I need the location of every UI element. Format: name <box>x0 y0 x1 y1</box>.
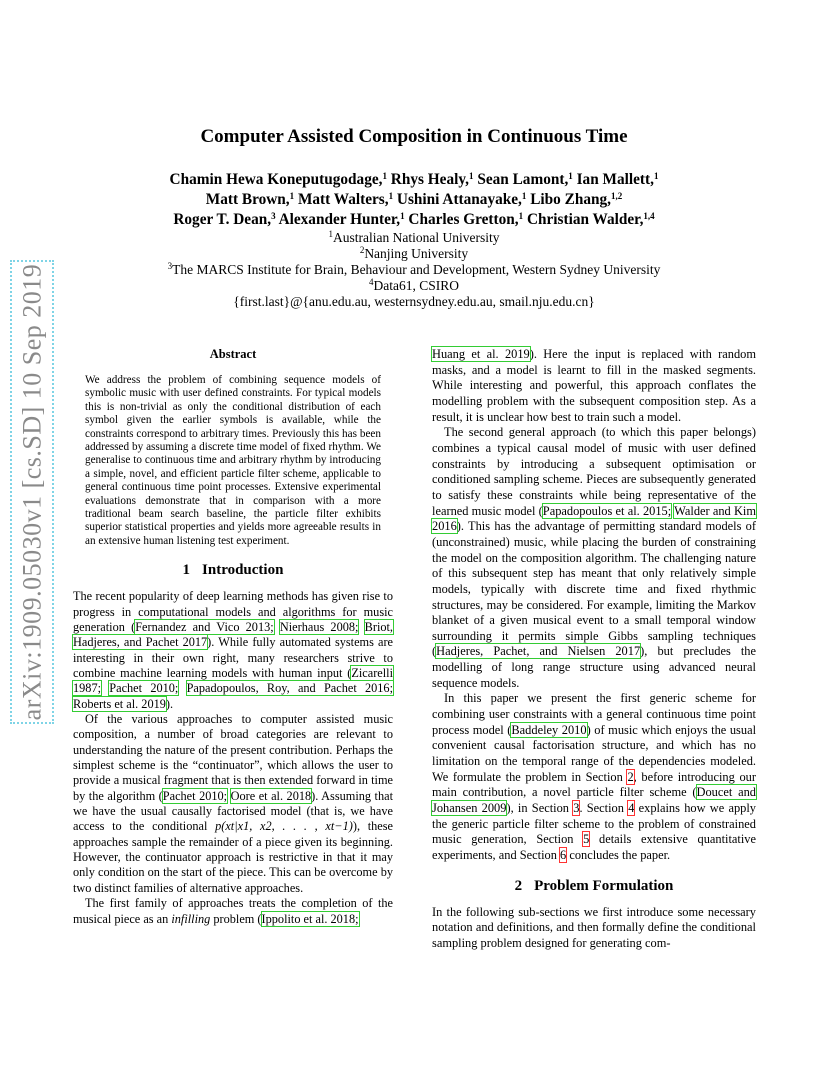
affiliations <box>110 230 718 310</box>
intro-paragraph-2: Of the various approaches to computer assisted music composition, a number of broad categories are relevant to understanding the nature of the present contribution. Perhaps the simplest scheme is the “continuator”, which allows the user to provide a musical fragment that is then extended forward in time by the algorithm (Pachet 2010; Oore et al. 2018). Assuming that we have the usual causally factorised model (that is, we have access to the conditional p(xt|x1, x2, . . . , xt−1)), these approaches sample the remainder of a piece given its beginning. However, the continuator approach is restrictive in that it may only condition on the start of the piece. This can be overcome by two distinct families of alternative approaches. <box>73 712 393 895</box>
citation-link[interactable]: Hadjeres, Pachet, and Nielsen 2017 <box>436 644 641 659</box>
section-title: Problem Formulation <box>534 877 674 894</box>
abstract-heading: Abstract <box>209 347 257 361</box>
section-ref-link[interactable]: 5 <box>583 832 590 847</box>
author: Rhys Healy, <box>390 171 469 188</box>
section-number: 2 <box>514 877 523 894</box>
arxiv-stamp <box>10 260 54 724</box>
emphasis: infilling <box>171 911 211 926</box>
section-ref-link[interactable]: 3 <box>573 801 580 816</box>
section-1-heading <box>73 562 393 579</box>
math-formula: p(xt|x1, x2, . . . , xt−1) <box>215 819 353 834</box>
author-line-3: Roger T. Dean,$^3$ Alexander Hunter,$^1$ Charles Gretton,$^1$ Christian Walder,$^{1,4}$ <box>173 211 655 228</box>
citation-link[interactable]: Doucet and Johansen 2009 <box>432 785 756 816</box>
affiliation: $^4$Data61, CSIRO <box>369 277 459 293</box>
section-2-heading <box>432 878 756 895</box>
body-paragraph-2: The second general approach (to which this paper belongs) combines a typical causal model of music with user defined constraints by introducing a subsequent optimisation or conditioned sampling scheme. Pieces are subsequently generated to satisfy these constraints while being representative of the learned music model (Papadopoulos et al. 2015; Walder and Kim 2016). This has the advantage of permitting standard models of (unconstrained) music, while placing the burden of constraining the model on the composition algorithm. The challenging nature of this subsequent step has meant that only relatively simple models, typically with discrete time and fixed rhythmic structures, may be considered. For example, limiting the Markov blanket of a given musical event to a small temporal window surrounding it permits simple Gibbs sampling techniques (Hadjeres, Pachet, and Nielsen 2017), but precludes the modelling of long range structure using advanced neural sequence models. <box>432 425 756 690</box>
author: Libo Zhang, <box>530 191 611 208</box>
citation-link[interactable]: Briot, Hadjeres, and Pachet 2017 <box>73 619 393 650</box>
citation-link[interactable]: Roberts et al. 2019 <box>73 696 166 711</box>
author-line-2: Matt Brown,$^1$ Matt Walters,$^1$ Ushini Attanayake,$^1$ Libo Zhang,$^{1,2}$ <box>205 191 623 208</box>
author: Charles Gretton, <box>408 211 519 228</box>
section-ref-link[interactable]: 6 <box>560 848 567 862</box>
intro-paragraph-1: The recent popularity of deep learning methods has given rise to progress in computational models and algorithms for music generation (Fernandez and Vico 2013; Nierhaus 2008; Briot, Hadjeres, and Pachet 2017). While fully automated systems are interesting in their own right, many researchers strive to combine machine learning models with human input (Zicarelli 1987; Pachet 2010; Papadopoulos, Roy, and Pachet 2016; Roberts et al. 2019). <box>73 589 394 711</box>
citation-link[interactable]: Oore et al. 2018 <box>230 788 312 803</box>
citation-link[interactable]: Nierhaus 2008; <box>279 619 359 634</box>
citation-link[interactable]: Papadopoulos, Roy, and Pachet 2016; <box>186 681 394 696</box>
section-title: Introduction <box>202 562 284 579</box>
intro-paragraph-3: The first family of approaches treats the completion of the musical piece as an infilling problem (Ippolito et al. 2018; <box>73 896 393 926</box>
affiliation: $^1$Australian National University <box>328 229 500 245</box>
section-number: 1 <box>182 562 191 579</box>
author: Christian Walder, <box>526 211 644 228</box>
email-line: {first.last}@{anu.edu.au, westernsydney.edu.au, smail.nju.edu.cn} <box>233 294 595 309</box>
citation-link[interactable]: Zicarelli 1987; <box>73 666 393 696</box>
citation-link[interactable]: Baddeley 2010 <box>511 722 587 737</box>
body-paragraph-3: In this paper we present the first generic scheme for combining user constraints with a general continuous time point process model (Baddeley 2010) of music which enjoys the usual convenient causal factorisation structure, and which has no limitation on the temporal range of the dependencies modeled. We formulate the problem in Section 2, before introducing our main contribution, a novel particle filter scheme (Doucet and Johansen 2009), in Section 3. Section 4 explains how we apply the generic particle filter scheme to the problem of constrained music generation, Section 5 details extensive quantitative experiments, and Section 6 concludes the paper. <box>432 691 757 862</box>
problem-paragraph-1: In the following sub-sections we first introduce some necessary notation and definitions, and then formally define the conditional sampling problem designed for generating com- <box>432 904 756 950</box>
citation-link[interactable]: Papadopoulos et al. 2015; <box>542 503 672 518</box>
left-column <box>73 347 393 927</box>
body-paragraph-1: Huang et al. 2019). Here the input is replaced with random masks, and a model is learnt to fill in the masked segments. While interesting and powerful, this approach conflates the modelling problem with the subsequent composition step. As a result, it is unclear how best to train such a model. <box>432 347 756 424</box>
citation-link[interactable]: Walder and Kim 2016 <box>432 503 756 534</box>
affiliation: $^3$The MARCS Institute for Brain, Behaviour and Development, Western Sydney University <box>167 261 661 277</box>
citation-link[interactable]: Fernandez and Vico 2013; <box>135 619 274 634</box>
paper-header <box>110 126 718 310</box>
author: Matt Walters, <box>297 191 389 208</box>
author: Sean Lamont, <box>477 171 569 188</box>
author: Chamin Hewa Koneputugodage, <box>169 171 383 188</box>
section-ref-link[interactable]: 2 <box>627 769 634 784</box>
citation-link[interactable]: Pachet 2010; <box>162 788 228 803</box>
author: Ushini Attanayake, <box>396 191 522 208</box>
arxiv-stamp-text: arXiv:1909.05030v1 [cs.SD] 10 Sep 2019 <box>17 263 47 721</box>
author-list <box>110 170 718 230</box>
affiliation: $^2$Nanjing University <box>359 245 469 261</box>
abstract-text: We address the problem of combining sequence models of symbolic music with user defined constraints. For typical models this is non-trivial as only the conditional distribution of each symbol given the earlier symbols is available, while the constraints correspond to arbitrary times. Previously this has been addressed by assuming a discrete time model of fixed rhythm. We generalise to continuous time and arbitrary rhythm by introducing a simple, novel, and efficient particle filter scheme, applicable to general continuous time point processes. Extensive experimental evaluations demonstrate that in comparison with a more traditional beam search baseline, the particle filter exhibits superior statistical properties and yields more agreeable results in an extensive human listening test experiment. <box>85 374 381 547</box>
author: Roger T. Dean, <box>173 211 272 228</box>
author-line-1: Chamin Hewa Koneputugodage,$^1$ Rhys Healy,$^1$ Sean Lamont,$^1$ Ian Mallett,$^1$ <box>169 171 659 188</box>
author: Alexander Hunter, <box>278 211 401 228</box>
author: Ian Mallett, <box>576 171 654 188</box>
citation-link[interactable]: Pachet 2010; <box>109 681 179 696</box>
citation-link[interactable]: Huang et al. 2019 <box>432 347 530 361</box>
right-column <box>432 347 756 952</box>
paper-title: Computer Assisted Composition in Continuous Time <box>200 126 628 147</box>
author: Matt Brown, <box>205 191 290 208</box>
section-ref-link[interactable]: 4 <box>628 801 635 816</box>
citation-link[interactable]: Ippolito et al. 2018; <box>261 911 359 926</box>
